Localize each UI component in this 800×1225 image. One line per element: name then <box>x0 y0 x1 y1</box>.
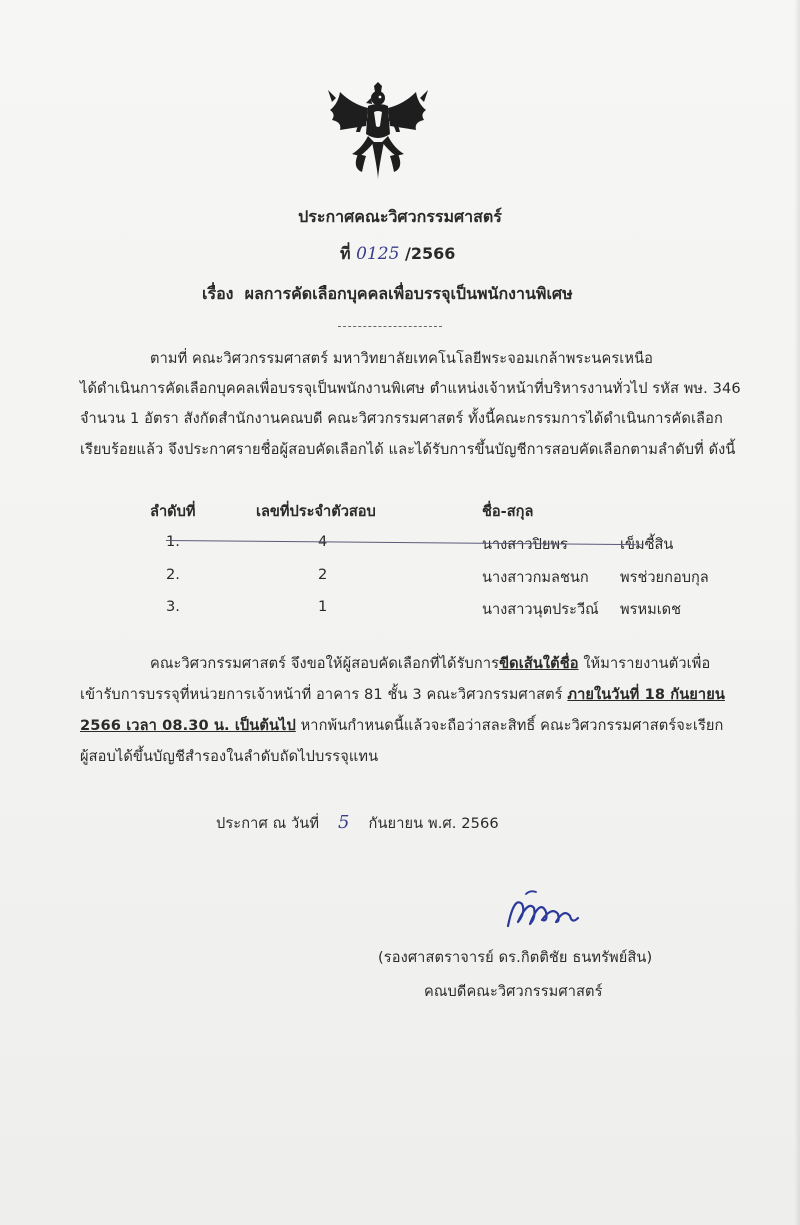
row-order: 2. <box>166 566 180 583</box>
signatory-name: (รองศาสตราจารย์ ดร.กิตติชัย ธนทรัพย์สิน) <box>378 949 653 966</box>
p2-text: คณะวิศวกรรมศาสตร์ จึงขอให้ผู้สอบคัดเลือกที่ได้รับการ <box>150 655 500 672</box>
p2-text: เข้ารับการบรรจุที่หน่วยการเจ้าหน้าที่ อาคาร 81 ชั้น 3 คณะวิศวกรรมศาสตร์ <box>80 686 568 703</box>
paragraph1-line4: เรียบร้อยแล้ว จึงประกาศรายชื่อผู้สอบคัดเลือกได้ และได้รับการขึ้นบัญชีการสอบคัดเลือกตามลำดับที่ ดังนี้ <box>80 441 736 458</box>
paragraph1-line1: ตามที่ คณะวิศวกรรมศาสตร์ มหาวิทยาลัยเทคโนโลยีพระจอมเกล้าพระนครเหนือ <box>150 350 654 367</box>
row-exam-no: 4 <box>318 533 328 550</box>
col-header-name: ชื่อ-สกุล <box>482 503 534 520</box>
p2-deadline: ภายในวันที่ 18 กันยายน <box>567 686 725 703</box>
row-exam-no: 2 <box>318 566 328 583</box>
paragraph2-line1 <box>150 652 710 675</box>
p2-deadline: 2566 เวลา 08.30 น. เป็นต้นไป <box>80 717 296 734</box>
p2-text: ให้มารายงานตัวเพื่อ <box>578 655 711 672</box>
number-prefix: ที่ <box>340 244 351 263</box>
p2-text: หากพ้นกำหนดนี้แล้วจะถือว่าสละสิทธิ์ คณะวิศวกรรมศาสตร์จะเรียก <box>295 717 724 734</box>
paragraph2-line4: ผู้สอบได้ขึ้นบัญชีสำรองในลำดับถัดไปบรรจุแทน <box>80 748 379 765</box>
col-header-exam-no: เลขที่ประจำตัวสอบ <box>256 503 376 520</box>
paragraph1-line2: ได้ดำเนินการคัดเลือกบุคคลเพื่อบรรจุเป็นพนักงานพิเศษ ตำแหน่งเจ้าหน้าที่บริหารงานทั่วไป รหัส พษ. 346 <box>80 380 741 397</box>
document-title: ประกาศคณะวิศวกรรมศาสตร์ <box>298 207 502 226</box>
title-divider <box>338 326 442 327</box>
row-first-name: นางสาวนุตประวีณ์ <box>482 601 599 618</box>
row-exam-no: 1 <box>318 598 328 615</box>
handwritten-number: 0125 <box>356 244 400 264</box>
subject-text: ผลการคัดเลือกบุคคลเพื่อบรรจุเป็นพนักงานพิเศษ <box>244 284 573 303</box>
page-edge-shadow <box>794 0 800 1225</box>
selected-candidate-underline <box>166 540 644 545</box>
row-last-name: พรหมเดช <box>620 601 682 618</box>
subject-line <box>202 282 573 307</box>
announcement-date <box>216 812 499 835</box>
paragraph1-line3: จำนวน 1 อัตรา สังกัดสำนักงานคณบดี คณะวิศวกรรมศาสตร์ ทั้งนี้คณะกรรมการได้ดำเนินการคัดเลือก <box>80 410 723 427</box>
number-suffix: /2566 <box>404 244 456 263</box>
garuda-emblem <box>322 82 434 182</box>
subject-label: เรื่อง <box>202 284 234 303</box>
paragraph2-line2 <box>80 683 725 706</box>
row-order: 1. <box>166 533 180 550</box>
paragraph2-line3 <box>80 714 724 737</box>
handwritten-day: 5 <box>338 812 350 833</box>
signatory-position: คณบดีคณะวิศวกรรมศาสตร์ <box>424 983 603 1000</box>
row-first-name: นางสาวปิยพร <box>482 536 568 553</box>
handwritten-signature <box>500 886 590 936</box>
row-order: 3. <box>166 598 180 615</box>
document-number <box>340 242 455 267</box>
announce-prefix: ประกาศ ณ วันที่ <box>216 815 320 832</box>
announce-suffix: กันยายน พ.ศ. 2566 <box>368 815 499 832</box>
row-last-name: เข็มซี้สิน <box>620 536 674 553</box>
p2-emphasis: ขีดเส้นใต้ชื่อ <box>499 655 579 672</box>
row-first-name: นางสาวกมลชนก <box>482 569 589 586</box>
col-header-order: ลำดับที่ <box>150 503 196 520</box>
row-last-name: พรช่วยกอบกุล <box>620 569 709 586</box>
